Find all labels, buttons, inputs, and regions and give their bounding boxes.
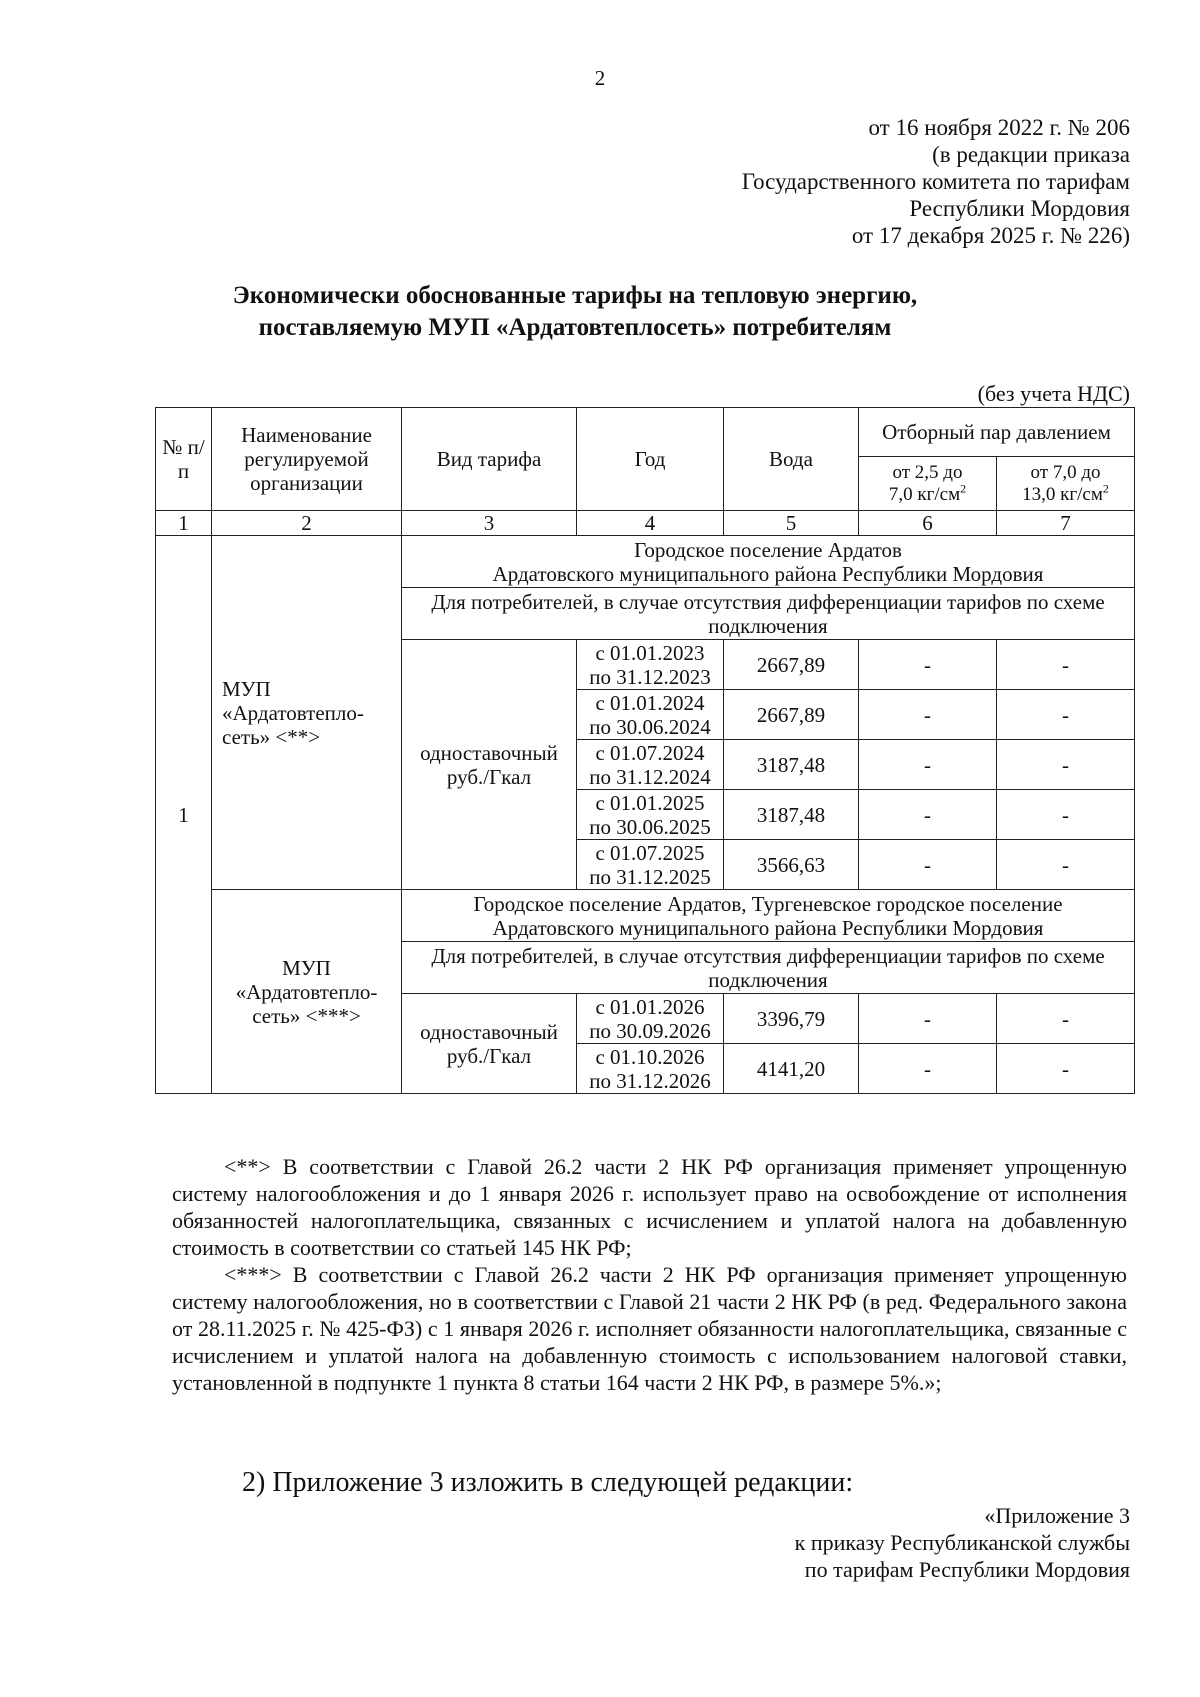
steam-low-tariff: -	[859, 640, 997, 690]
table-row	[156, 536, 1135, 588]
column-number: 4	[577, 511, 724, 536]
reference-line: (в редакции приказа	[932, 142, 1130, 167]
document-title	[150, 280, 1000, 344]
steam-low-tariff: -	[859, 790, 997, 840]
consumers-note: Для потребителей, в случае отсутствия дифференциации тарифов по схеме подключения	[402, 942, 1135, 994]
steam-low-tariff: -	[859, 690, 997, 740]
steam-high-tariff: -	[997, 994, 1135, 1044]
water-tariff: 3187,48	[724, 790, 859, 840]
consumers-note: Для потребителей, в случае отсутствия дифференциации тарифов по схеме подключения	[402, 588, 1135, 640]
document-reference	[742, 114, 1130, 249]
title-line: поставляемую МУП «Ардатовтеплосеть» потребителям	[258, 314, 892, 341]
water-tariff: 3566,63	[724, 840, 859, 890]
territory: Городское поселение Ардатов Ардатовского муниципального района Республики Мордовия	[402, 536, 1135, 588]
period: с 01.01.2023 по 31.12.2023	[577, 640, 724, 690]
tariff-type: одноставочный руб./Гкал	[402, 994, 577, 1094]
footnote: <***> В соответствии с Главой 26.2 части 2 НК РФ организация применяет упрощенную систему налогообложения, но в соответствии с Главой 21 части 2 НК РФ (в ред. Федерального закона от 28.11.2025 г. № 425-ФЗ) с 1 января 2026 г. исполняет обязанности налогоплательщика, связанные с исчислением и уплатой налога на добавленную стоимость с использованием налоговой ставки, установленной в подпункте 1 пункта 8 статьи 164 части 2 НК РФ, в размере 5%.»;	[172, 1262, 1127, 1395]
header-steam-high: от 7,0 до 13,0 $кг/см^2$	[997, 457, 1135, 511]
appendix-line: «Приложение 3	[984, 1503, 1130, 1528]
column-number-row	[156, 511, 1135, 536]
water-tariff: 4141,20	[724, 1044, 859, 1094]
footnotes	[172, 1153, 1127, 1396]
header-org: Наименование регулируемой организации	[212, 408, 402, 511]
column-number: 7	[997, 511, 1135, 536]
column-number: 2	[212, 511, 402, 536]
steam-low-tariff: -	[859, 1044, 997, 1094]
header-num: № п/п	[156, 408, 212, 511]
steam-high-tariff: -	[997, 790, 1135, 840]
table-row	[156, 890, 1135, 942]
reference-line: Государственного комитета по тарифам	[741, 169, 1130, 194]
water-tariff: 2667,89	[724, 690, 859, 740]
header-steam-low: от 2,5 до 7,0 $кг/см^2$	[859, 457, 997, 511]
appendix-line: к приказу Республиканской службы	[794, 1530, 1130, 1555]
column-number: 6	[859, 511, 997, 536]
table-header-row	[156, 408, 1135, 457]
steam-high-tariff: -	[997, 690, 1135, 740]
appendix-reference	[795, 1502, 1130, 1583]
steam-high-tariff: -	[997, 740, 1135, 790]
column-number: 5	[724, 511, 859, 536]
header-steam: Отборный пар давлением	[859, 408, 1135, 457]
water-tariff: 2667,89	[724, 640, 859, 690]
period: с 01.01.2026 по 30.09.2026	[577, 994, 724, 1044]
amendment-item: 2) Приложение 3 изложить в следующей редакции:	[242, 1467, 854, 1498]
appendix-line: по тарифам Республики Мордовия	[804, 1557, 1130, 1582]
title-line: Экономически обоснованные тарифы на тепловую энергию,	[232, 282, 918, 309]
period: с 01.07.2025 по 31.12.2025	[577, 840, 724, 890]
period: с 01.01.2025 по 30.06.2025	[577, 790, 724, 840]
header-water: Вода	[724, 408, 859, 511]
steam-low-tariff: -	[859, 740, 997, 790]
steam-low-tariff: -	[859, 994, 997, 1044]
reference-line: Республики Мордовия	[909, 196, 1130, 221]
tariff-table	[155, 407, 1135, 1094]
row-number: 1	[156, 536, 212, 1094]
steam-high-tariff: -	[997, 1044, 1135, 1094]
period: с 01.07.2024 по 31.12.2024	[577, 740, 724, 790]
steam-high-tariff: -	[997, 840, 1135, 890]
period: с 01.01.2024 по 30.06.2024	[577, 690, 724, 740]
territory: Городское поселение Ардатов, Тургеневское городское поселение Ардатовского муниципального района Республики Мордовия	[402, 890, 1135, 942]
water-tariff: 3187,48	[724, 740, 859, 790]
footnote: <**> В соответствии с Главой 26.2 части 2 НК РФ организация применяет упрощенную систему налогообложения и до 1 января 2026 г. использует право на освобождение от исполнения обязанностей налогоплательщика, связанных с исчислением и уплатой налога на добавленную стоимость в соответствии со статьей 145 НК РФ;	[172, 1154, 1127, 1260]
header-year: Год	[577, 408, 724, 511]
reference-line: от 17 декабря 2025 г. № 226)	[851, 223, 1130, 248]
org-name: МУП «Ардатовтепло- сеть» <**>	[212, 536, 402, 890]
org-name: МУП «Ардатовтепло- сеть» <***>	[212, 890, 402, 1094]
reference-line: от 16 ноября 2022 г. № 206	[868, 115, 1130, 140]
period: с 01.10.2026 по 31.12.2026	[577, 1044, 724, 1094]
water-tariff: 3396,79	[724, 994, 859, 1044]
steam-high-tariff: -	[997, 640, 1135, 690]
column-number: 3	[402, 511, 577, 536]
tariff-type: одноставочный руб./Гкал	[402, 640, 577, 890]
steam-low-tariff: -	[859, 840, 997, 890]
header-tariff-type: Вид тарифа	[402, 408, 577, 511]
page-number: 2	[594, 66, 606, 90]
column-number: 1	[156, 511, 212, 536]
no-vat-note: (без учета НДС)	[977, 381, 1130, 406]
